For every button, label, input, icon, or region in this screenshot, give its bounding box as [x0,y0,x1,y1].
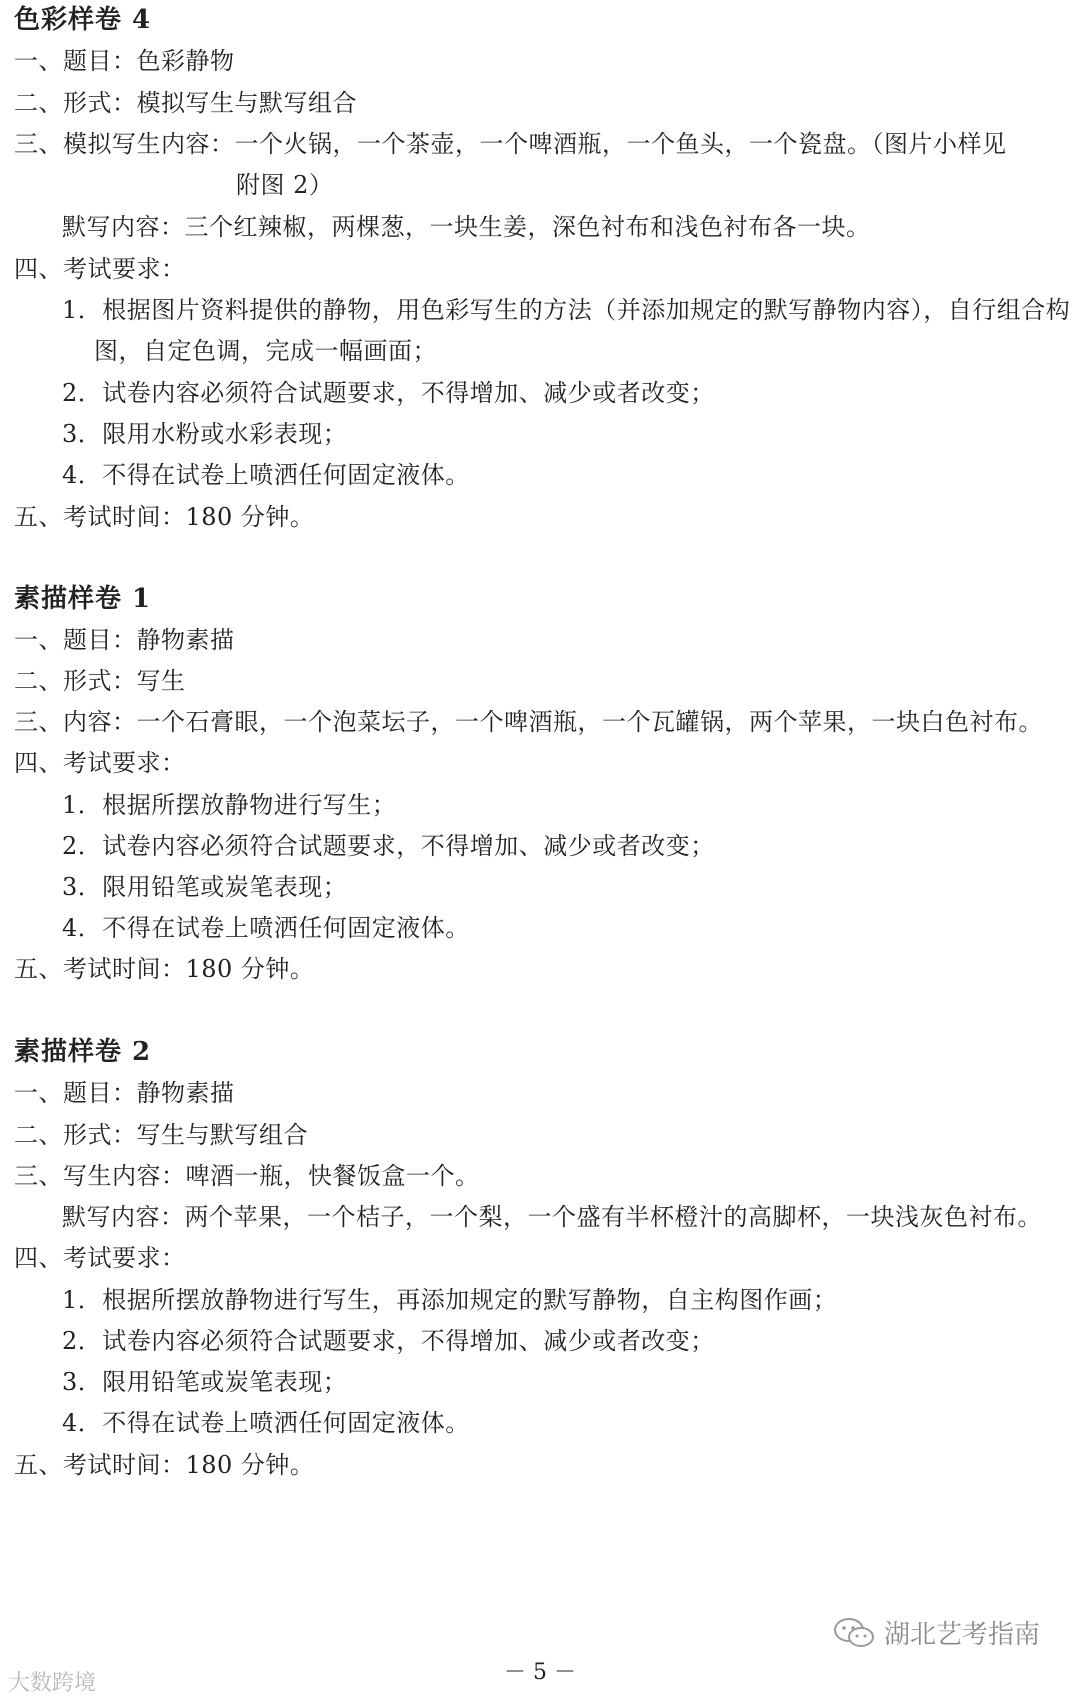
section-line: 3．限用水粉或水彩表现； [62,420,348,448]
section-title: 素描样卷 1 [14,584,152,614]
section-line: 1．根据所摆放静物进行写生，再添加规定的默写静物，自主构图作画； [62,1286,838,1314]
section-line: 1．根据图片资料提供的静物，用色彩写生的方法（并添加规定的默写静物内容），自行组合构 [62,296,1071,324]
section-line: 4．不得在试卷上喷洒任何固定液体。 [62,1409,470,1437]
page-number: － 5 － [504,1660,576,1685]
section-line: 一、题目：静物素描 [14,1079,235,1107]
section-line: 五、考试时间：180 分钟。 [14,503,315,531]
section-line: 五、考试时间：180 分钟。 [14,955,315,983]
watermark-right-text: 湖北艺考指南 [883,1620,1040,1650]
section-line: 2．试卷内容必须符合试题要求，不得增加、减少或者改变； [62,832,715,860]
section-line: 三、写生内容：啤酒一瓶，快餐饭盒一个。 [14,1162,480,1190]
section-title: 素描样卷 2 [14,1037,152,1067]
section-line: 4．不得在试卷上喷洒任何固定液体。 [62,914,470,942]
section-line: 图，自定色调，完成一幅画面； [94,337,437,365]
section-line: 五、考试时间：180 分钟。 [14,1451,315,1479]
section-line: 默写内容：三个红辣椒，两棵葱，一块生姜，深色衬布和浅色衬布各一块。 [62,213,871,241]
section-line: 4．不得在试卷上喷洒任何固定液体。 [62,461,470,489]
section-line: 3．限用铅笔或炭笔表现； [62,1368,348,1396]
section-line: 四、考试要求： [14,255,186,283]
section-line: 一、题目：色彩静物 [14,47,235,75]
watermark-left: 大数跨境 [8,1671,97,1696]
section-line: 默写内容：两个苹果，一个桔子，一个梨，一个盛有半杯橙汁的高脚杯，一块浅灰色衬布。 [62,1203,1042,1231]
section-line: 四、考试要求： [14,1244,186,1272]
section-line: 1．根据所摆放静物进行写生； [62,791,397,819]
section-line: 2．试卷内容必须符合试题要求，不得增加、减少或者改变； [62,1327,715,1355]
section-line: 二、形式：写生 [14,667,186,695]
section-line: 三、模拟写生内容：一个火锅，一个茶壶，一个啤酒瓶，一个鱼头，一个瓷盘。（图片小样见 [14,130,1007,158]
section-title: 色彩样卷 4 [14,5,152,35]
watermark-right [832,1614,1040,1651]
section-line: 二、形式：写生与默写组合 [14,1121,308,1149]
section-line: 附图 2） [236,171,334,199]
section-line: 四、考试要求： [14,749,186,777]
section-line: 二、形式：模拟写生与默写组合 [14,89,357,117]
section-line: 一、题目：静物素描 [14,626,235,654]
section-line: 三、内容：一个石膏眼，一个泡菜坛子，一个啤酒瓶，一个瓦罐锅，两个苹果，一块白色衬布。 [14,708,1043,736]
section-line: 3．限用铅笔或炭笔表现； [62,873,348,901]
section-line: 2．试卷内容必须符合试题要求，不得增加、减少或者改变； [62,379,715,407]
wechat-icon [832,1617,876,1649]
